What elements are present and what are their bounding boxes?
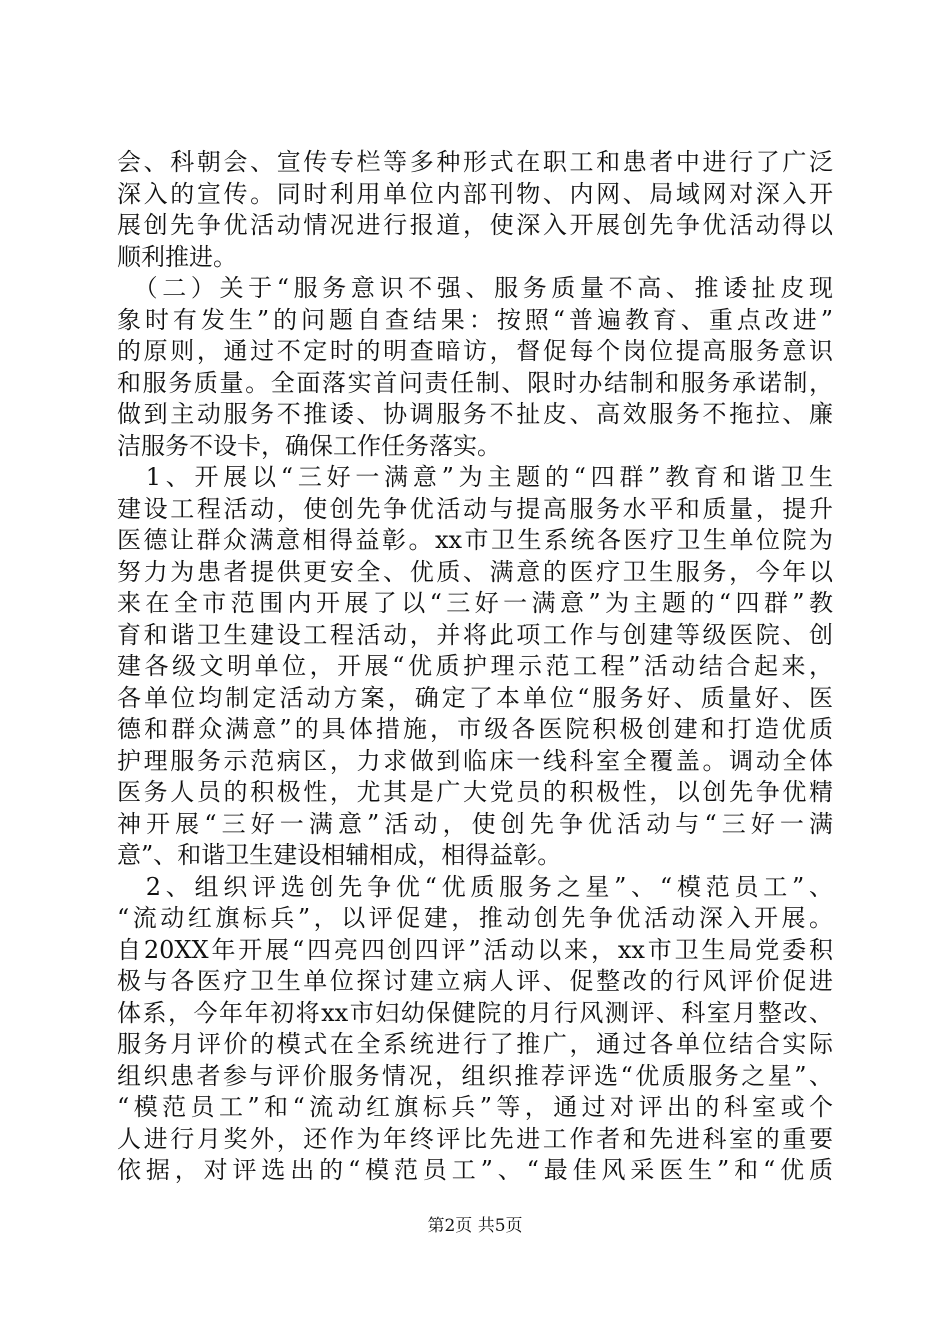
text-line: 2、组织评选创先争优“优质服务之星”、“模范员工”、 [117, 872, 833, 901]
text-line: 顺利推进。 [117, 242, 237, 271]
page-footer: 第2页 共5页 [427, 1216, 523, 1236]
text-line: 展创先争优活动情况进行报道，使深入开展创先争优活动得以 [117, 211, 833, 239]
text-line: 育和谐卫生建设工程活动，并将此项工作与创建等级医院、创 [117, 620, 833, 649]
text-line: 意”、和谐卫生建设相辅相成，相得益彰。 [117, 841, 562, 869]
text-line: 自20XX年开展“四亮四创四评”活动以来，xx市卫生局党委积 [117, 935, 833, 964]
text-line: （二）关于“服务意识不强、服务质量不高、推诿扯皮现 [117, 274, 833, 302]
text-line: 会、科朝会、宣传专栏等多种形式在职工和患者中进行了广泛 [117, 148, 833, 176]
text-line: 依据，对评选出的“模范员工”、“最佳风采医生”和“优质 [117, 1156, 833, 1184]
text-line: 建各级文明单位，开展“优质护理示范工程”活动结合起来， [117, 652, 833, 680]
text-line: 深入的宣传。同时利用单位内部刊物、内网、局域网对深入开 [117, 179, 833, 208]
text-line: “模范员工”和“流动红旗标兵”等，通过对评出的科室或个 [117, 1093, 833, 1121]
text-line: 服务月评价的模式在全系统进行了推广，通过各单位结合实际 [117, 1030, 833, 1058]
document-body [117, 147, 833, 1187]
text-line: 各单位均制定活动方案，确定了本单位“服务好、质量好、医 [117, 683, 833, 712]
text-line: 洁服务不设卡，确保工作任务落实。 [117, 431, 501, 460]
text-line: 护理服务示范病区，力求做到临床一线科室全覆盖。调动全体 [117, 746, 833, 775]
text-line: 神开展“三好一满意”活动，使创先争优活动与“三好一满 [117, 809, 833, 838]
text-line: 来在全市范围内开展了以“三好一满意”为主题的“四群”教 [117, 589, 833, 617]
text-line: 人进行月奖外，还作为年终评比先进工作者和先进科室的重要 [117, 1124, 833, 1153]
text-line: “流动红旗标兵”，以评促建，推动创先争优活动深入开展。 [117, 904, 833, 932]
text-line: 德和群众满意”的具体措施，市级各医院积极创建和打造优质 [117, 715, 833, 743]
text-line: 的原则，通过不定时的明查暗访，督促每个岗位提高服务意识 [117, 337, 833, 365]
text-line: 努力为患者提供更安全、优质、满意的医疗卫生服务，今年以 [117, 557, 833, 586]
text-line: 组织患者参与评价服务情况，组织推荐评选“优质服务之星”、 [117, 1061, 833, 1090]
text-line: 极与各医疗卫生单位探讨建立病人评、促整改的行风评价促进 [117, 967, 833, 995]
text-line: 做到主动服务不推诿、协调服务不扯皮、高效服务不拖拉、廉 [117, 400, 833, 428]
text-line: 象时有发生”的问题自查结果：按照“普遍教育、重点改进” [117, 305, 833, 334]
text-line: 医务人员的积极性，尤其是广大党员的积极性，以创先争优精 [117, 778, 833, 806]
text-line: 体系，今年年初将xx市妇幼保健院的月行风测评、科室月整改、 [117, 998, 833, 1027]
text-line: 建设工程活动，使创先争优活动与提高服务水平和质量，提升 [117, 494, 833, 523]
text-line: 和服务质量。全面落实首问责任制、限时办结制和服务承诺制， [117, 368, 833, 397]
text-line: 1、开展以“三好一满意”为主题的“四群”教育和谐卫生 [117, 463, 833, 491]
text-line: 医德让群众满意相得益彰。xx市卫生系统各医疗卫生单位院为 [117, 526, 833, 554]
